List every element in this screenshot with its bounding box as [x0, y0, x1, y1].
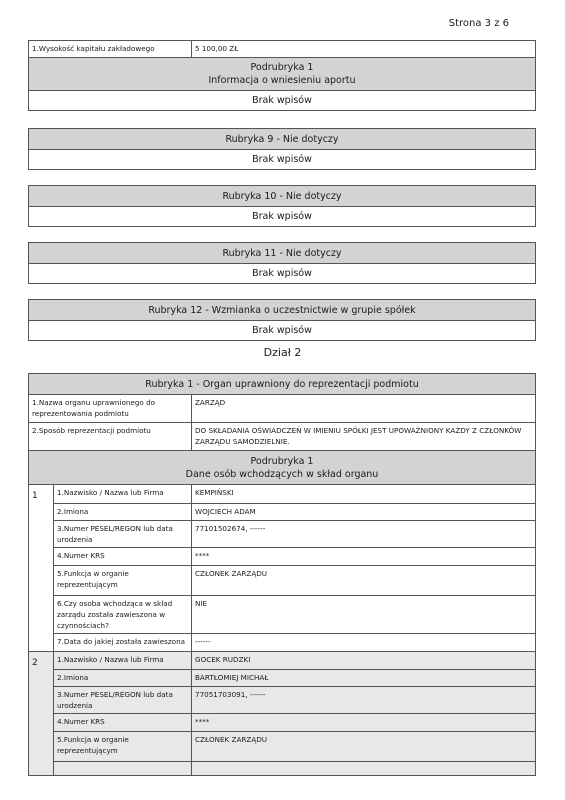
- person-1-pesel: 77101502674, ------: [192, 521, 536, 548]
- person-2-krs: ****: [192, 714, 536, 732]
- label-funkcja: 5.Funkcja w organie reprezentującym: [54, 566, 192, 596]
- person-1-imiona: WOJCIECH ADAM: [192, 504, 536, 521]
- kapital-value: 5 100,00 ZŁ: [192, 41, 536, 58]
- rubryka10-table: [28, 185, 536, 227]
- rubryka11-brak: Brak wpisów: [29, 264, 536, 284]
- person-2-next-label: [54, 762, 192, 776]
- label-krs: 4.Numer KRS: [54, 714, 192, 732]
- rubryka12-brak: Brak wpisów: [29, 321, 536, 341]
- rubryka9-table: [28, 128, 536, 170]
- person-2-number: 2: [29, 652, 54, 776]
- rubryka12-title: Rubryka 12 - Wzmianka o uczestnictwie w grupie spółek: [29, 300, 536, 321]
- organ-nazwa-value: ZARZĄD: [192, 395, 536, 423]
- label-imiona: 2.Imiona: [54, 504, 192, 521]
- rubryka9-brak: Brak wpisów: [29, 150, 536, 170]
- podrubryka-aport-header: [29, 58, 536, 91]
- person-1-krs: ****: [192, 548, 536, 566]
- rubryka10-brak: Brak wpisów: [29, 207, 536, 227]
- label-krs: 4.Numer KRS: [54, 548, 192, 566]
- label-zawieszona: 6.Czy osoba wchodząca w skład zarządu została zawieszona w czynnościach?: [54, 596, 192, 634]
- label-data-zawieszenia: 7.Data do jakiej została zawieszona: [54, 634, 192, 652]
- organ-sub-header: [29, 451, 536, 485]
- label-pesel: 3.Numer PESEL/REGON lub data urodzenia: [54, 687, 192, 714]
- person-2-nazwisko: GOCEK RUDZKI: [192, 652, 536, 670]
- organ-nazwa-label: 1.Nazwa organu uprawnionego do reprezentowania podmiotu: [29, 395, 192, 423]
- kapital-label: 1.Wysokość kapitału zakładowego: [29, 41, 192, 58]
- label-pesel: 3.Numer PESEL/REGON lub data urodzenia: [54, 521, 192, 548]
- person-1-zawieszona: NIE: [192, 596, 536, 634]
- rubryka9-title: Rubryka 9 - Nie dotyczy: [29, 129, 536, 150]
- label-nazwisko: 1.Nazwisko / Nazwa lub Firma: [54, 485, 192, 504]
- organ-sposob-value: DO SKŁADANIA OŚWIADCZEŃ W IMIENIU SPÓŁKI JEST UPOWAŻNIONY KAŻDY Z CZŁONKÓW ZARZĄDU SAMODZIELNIE.: [192, 423, 536, 451]
- label-nazwisko: 1.Nazwisko / Nazwa lub Firma: [54, 652, 192, 670]
- rubryka11-table: [28, 242, 536, 284]
- podrubryka-aport-title1: Podrubryka 1: [250, 62, 314, 73]
- person-2-next-value: [192, 762, 536, 776]
- person-1-funkcja: CZŁONEK ZARZĄDU: [192, 566, 536, 596]
- person-1-data: ------: [192, 634, 536, 652]
- organ-sub-title1: Podrubryka 1: [250, 455, 314, 467]
- person-2-row-nazwisko: [29, 652, 536, 670]
- organ-table: [28, 373, 536, 776]
- rubryka12-table: [28, 299, 536, 341]
- podrubryka-aport-title2: Informacja o wniesieniu aportu: [208, 75, 356, 86]
- organ-sub-title2: Dane osób wchodzących w skład organu: [185, 468, 379, 480]
- rubryka11-title: Rubryka 11 - Nie dotyczy: [29, 243, 536, 264]
- label-funkcja: 5.Funkcja w organie reprezentującym: [54, 732, 192, 762]
- organ-sposob-label: 2.Sposób reprezentacji podmiotu: [29, 423, 192, 451]
- person-1-nazwisko: KEMPIŃSKI: [192, 485, 536, 504]
- person-2-imiona: BARTŁOMIEJ MICHAŁ: [192, 670, 536, 687]
- podrubryka-aport-brak: Brak wpisów: [29, 91, 536, 111]
- dzial-heading: Dział 2: [263, 346, 302, 359]
- person-2-pesel: 77051703091, ------: [192, 687, 536, 714]
- rubryka10-title: Rubryka 10 - Nie dotyczy: [29, 186, 536, 207]
- person-1-row-nazwisko: [29, 485, 536, 504]
- organ-title: Rubryka 1 - Organ uprawniony do reprezentacji podmiotu: [29, 374, 536, 395]
- label-imiona: 2.Imiona: [54, 670, 192, 687]
- kapital-table: [28, 40, 536, 111]
- page-number: Strona 3 z 6: [448, 18, 509, 29]
- person-1-number: 1: [29, 485, 54, 652]
- person-2-funkcja: CZŁONEK ZARZĄDU: [192, 732, 536, 762]
